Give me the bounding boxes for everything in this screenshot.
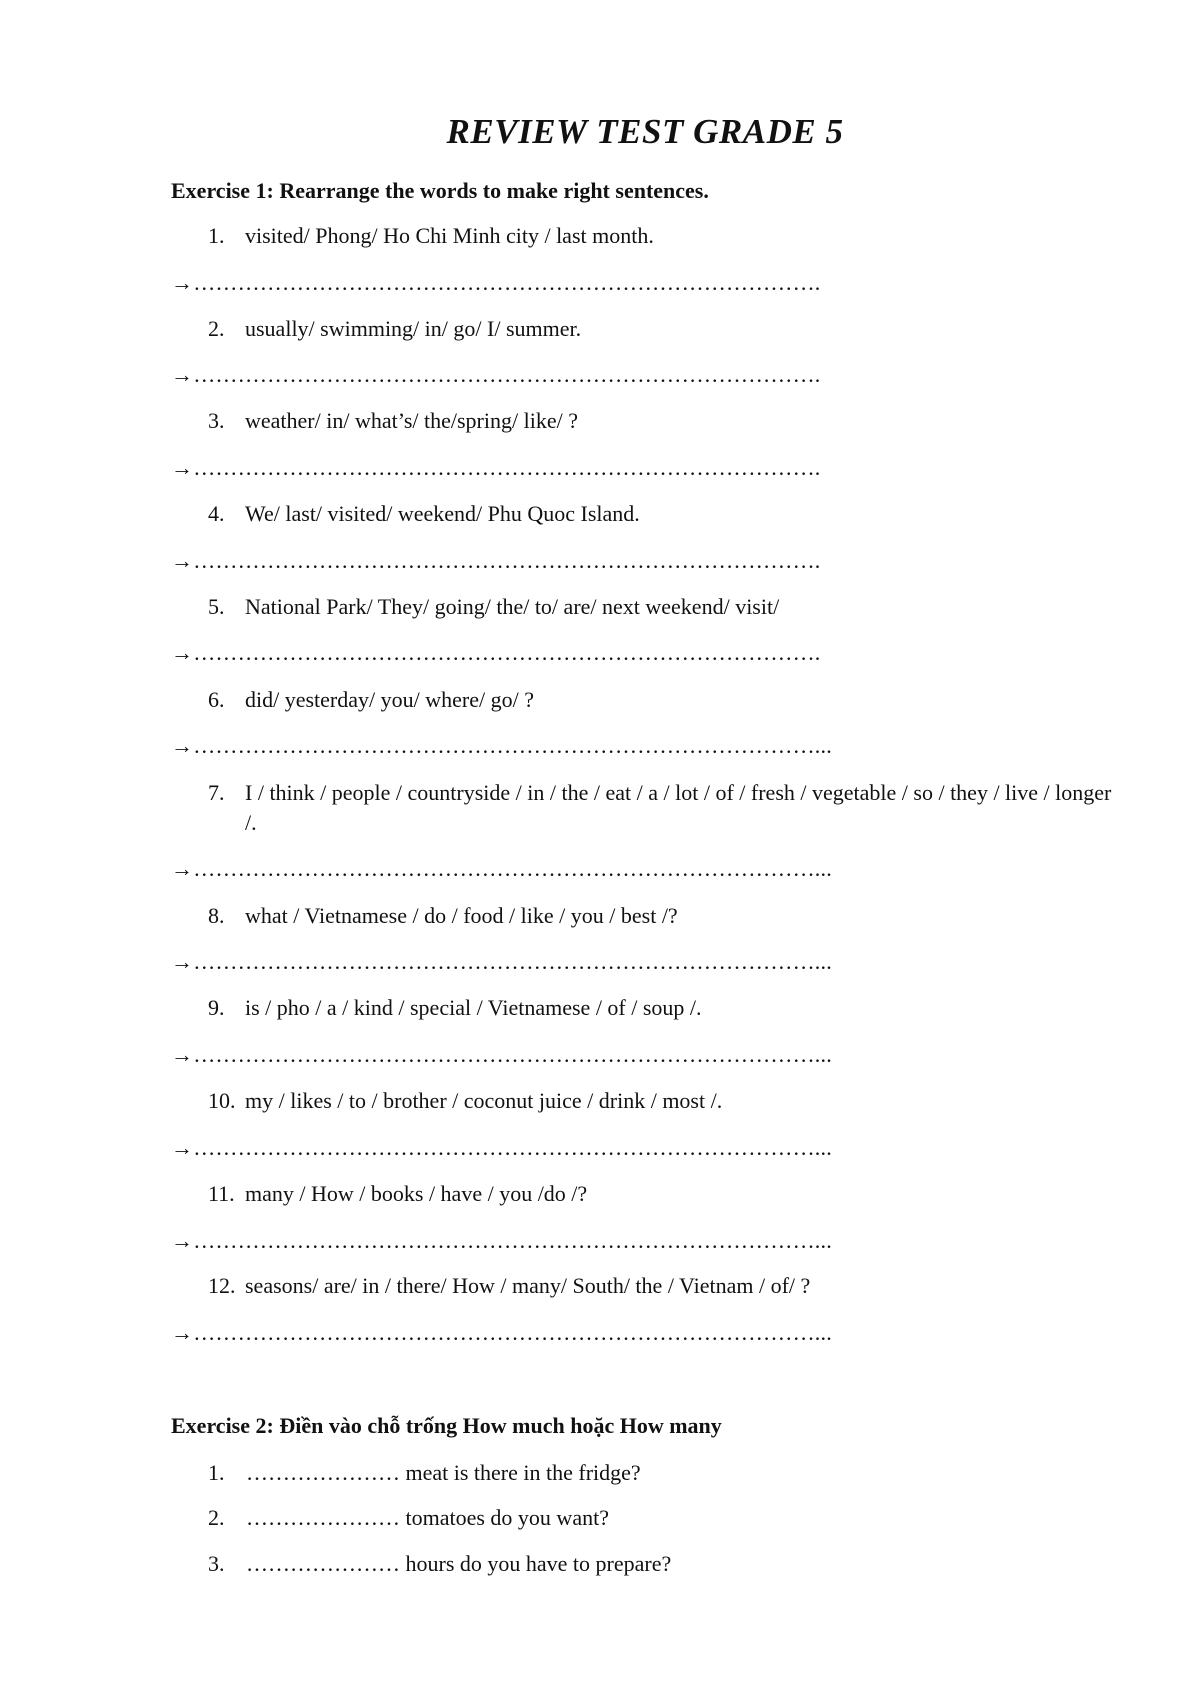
item-text: visited/ Phong/ Ho Chi Minh city / last month. (245, 223, 654, 248)
item-number: 4. (208, 501, 225, 526)
item-text: is / pho / a / kind / special / Vietnamese / of / soup /. (245, 995, 702, 1020)
exercise-1-item-2 (208, 316, 581, 342)
item-text: usually/ swimming/ in/ go/ I/ summer. (245, 316, 582, 341)
exercise-1-answer-line-11[interactable]: →…………………………………………………………………………... (171, 1228, 832, 1253)
exercise-1-answer-line-7[interactable]: →…………………………………………………………………………... (171, 856, 832, 881)
item-number: 3. (208, 408, 225, 433)
item-number: 1. (208, 1460, 225, 1485)
item-number: 10. (208, 1088, 236, 1113)
item-text: my / likes / to / brother / coconut juice / drink / most /. (245, 1088, 723, 1113)
item-text: We/ last/ visited/ weekend/ Phu Quoc Island. (245, 501, 640, 526)
exercise-2-item-3[interactable] (208, 1551, 671, 1577)
exercise-2-item-2[interactable] (208, 1505, 609, 1531)
item-number: 9. (208, 995, 225, 1020)
exercise-1-answer-line-3[interactable]: →…………………………………………………………………………. (171, 455, 821, 480)
item-text: I / think / people / countryside / in / the / eat / a / lot / of / fresh / vegetable / so / they / live / longer /. (245, 780, 1112, 835)
item-text: seasons/ are/ in / there/ How / many/ South/ the / Vietnam / of/ ? (245, 1273, 811, 1298)
exercise-1-item-7 (208, 778, 1128, 838)
exercise-1-answer-line-2[interactable]: →…………………………………………………………………………. (171, 362, 821, 387)
item-number: 3. (208, 1551, 225, 1576)
exercise-1-answer-line-12[interactable]: →…………………………………………………………………………... (171, 1320, 832, 1345)
item-number: 8. (208, 903, 225, 928)
item-number: 1. (208, 223, 225, 248)
exercise-1-answer-line-6[interactable]: →…………………………………………………………………………... (171, 733, 832, 758)
exercise-2-item-1[interactable] (208, 1460, 641, 1486)
item-text: did/ yesterday/ you/ where/ go/ ? (245, 687, 534, 712)
item-number: 6. (208, 687, 225, 712)
exercise-1-item-12 (208, 1273, 810, 1299)
item-text: National Park/ They/ going/ the/ to/ are/ next weekend/ visit/ (245, 594, 780, 619)
item-text: ………………… meat is there in the fridge? (246, 1460, 641, 1485)
exercise-1-answer-line-5[interactable]: →…………………………………………………………………………. (171, 640, 821, 665)
exercise-1-item-5 (208, 594, 779, 620)
exercise-1-item-8 (208, 903, 678, 929)
item-text: ………………… tomatoes do you want? (246, 1505, 609, 1530)
item-number: 12. (208, 1273, 236, 1298)
exercise-1-answer-line-9[interactable]: →…………………………………………………………………………... (171, 1042, 832, 1067)
exercise-1-item-6 (208, 687, 534, 713)
page-title: REVIEW TEST GRADE 5 (446, 112, 844, 151)
item-text: weather/ in/ what’s/ the/spring/ like/ ? (245, 408, 578, 433)
item-text: what / Vietnamese / do / food / like / you / best /? (245, 903, 678, 928)
item-number: 7. (208, 780, 225, 805)
exercise-1-answer-line-8[interactable]: →…………………………………………………………………………... (171, 949, 832, 974)
exercise-2-heading: Exercise 2: Điền vào chỗ trống How much hoặc How many (171, 1413, 722, 1438)
exercise-1-answer-line-10[interactable]: →…………………………………………………………………………... (171, 1135, 832, 1160)
exercise-1-item-3 (208, 408, 578, 434)
item-text: ………………… hours do you have to prepare? (246, 1551, 672, 1576)
item-number: 2. (208, 1505, 225, 1530)
item-text: many / How / books / have / you /do /? (245, 1181, 588, 1206)
exercise-1-item-11 (208, 1181, 587, 1207)
exercise-1-heading: Exercise 1: Rearrange the words to make right sentences. (171, 178, 709, 203)
exercise-1-answer-line-4[interactable]: →…………………………………………………………………………. (171, 548, 821, 573)
item-number: 2. (208, 316, 225, 341)
item-number: 5. (208, 594, 225, 619)
item-number: 11. (208, 1181, 235, 1206)
exercise-1-item-1 (208, 223, 654, 249)
exercise-1-item-4 (208, 501, 640, 527)
exercise-1-item-9 (208, 995, 702, 1021)
exercise-1-answer-line-1[interactable]: →…………………………………………………………………………. (171, 270, 821, 295)
exercise-1-item-10 (208, 1088, 722, 1114)
